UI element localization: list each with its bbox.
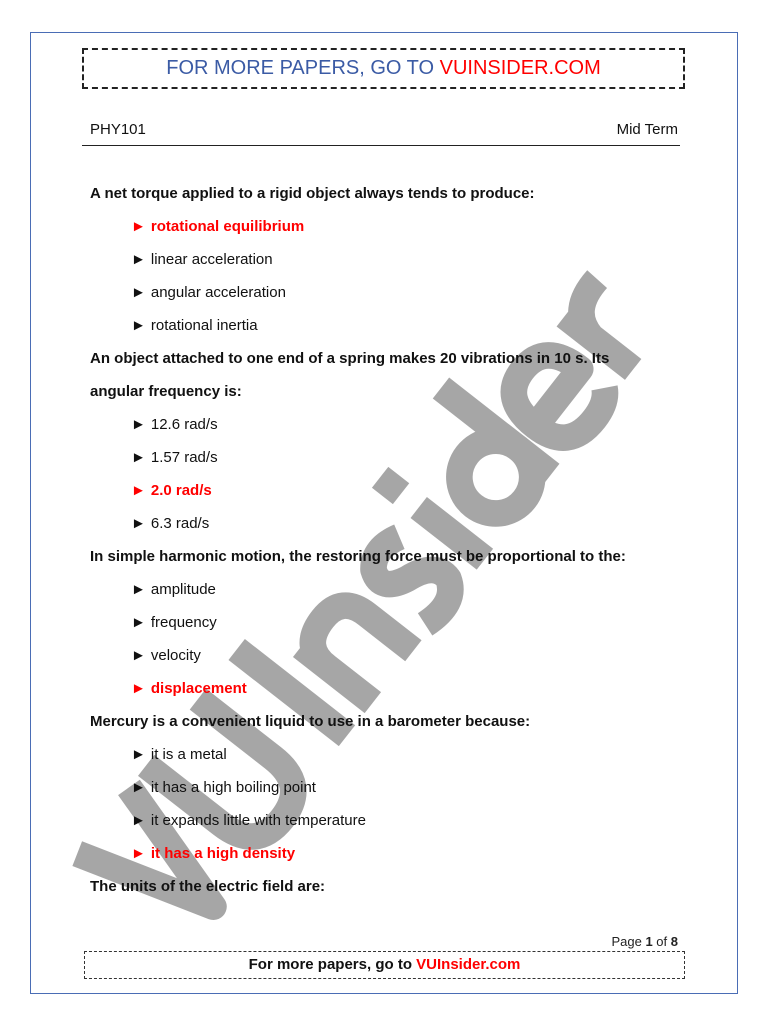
bullet-icon: ► xyxy=(131,779,146,796)
top-banner xyxy=(82,48,685,89)
bullet-icon: ► xyxy=(131,581,146,598)
correct-option xyxy=(131,218,304,235)
bullet-icon: ► xyxy=(131,449,146,466)
option xyxy=(131,449,218,466)
banner-link[interactable]: VUINSIDER.COM xyxy=(439,57,601,79)
header-rule xyxy=(82,145,680,146)
bullet-icon: ► xyxy=(131,515,146,532)
option-label: it has a high boiling point xyxy=(150,779,316,796)
exam-type: Mid Term xyxy=(616,121,678,138)
footer-text: For more papers, go to xyxy=(248,956,417,973)
bottom-banner xyxy=(84,951,685,979)
option-label: rotational inertia xyxy=(150,317,258,334)
option-label: frequency xyxy=(150,614,217,631)
option-label: it is a metal xyxy=(150,746,227,763)
option-label: linear acceleration xyxy=(150,251,273,268)
option-label: velocity xyxy=(150,647,201,664)
option xyxy=(131,647,201,664)
bullet-icon: ► xyxy=(131,680,146,697)
option xyxy=(131,779,316,796)
question-text: The units of the electric field are: xyxy=(90,878,326,895)
correct-option xyxy=(131,845,295,862)
bullet-icon: ► xyxy=(131,647,146,664)
option xyxy=(131,515,209,532)
question-text: In simple harmonic motion, the restoring force must be proportional to the: xyxy=(90,548,626,565)
option xyxy=(131,284,286,301)
option xyxy=(131,251,273,268)
option-label: 12.6 rad/s xyxy=(150,416,218,433)
correct-option xyxy=(131,482,212,499)
option xyxy=(131,416,218,433)
bullet-icon: ► xyxy=(131,746,146,763)
question-text: A net torque applied to a rigid object always tends to produce: xyxy=(90,185,535,202)
option-label: it has a high density xyxy=(150,845,296,862)
bullet-icon: ► xyxy=(131,218,146,235)
page-number: Page 1 of 8 xyxy=(611,934,678,949)
option-label: 2.0 rad/s xyxy=(150,482,212,499)
option xyxy=(131,581,216,598)
bullet-icon: ► xyxy=(131,284,146,301)
option xyxy=(131,746,227,763)
bullet-icon: ► xyxy=(131,812,146,829)
question-text: angular frequency is: xyxy=(90,383,242,400)
footer-link[interactable]: VUInsider.com xyxy=(416,956,521,973)
option xyxy=(131,317,258,334)
bullet-icon: ► xyxy=(131,416,146,433)
bullet-icon: ► xyxy=(131,317,146,334)
question-text: An object attached to one end of a spring makes 20 vibrations in 10 s. Its xyxy=(90,350,610,367)
option-label: it expands little with temperature xyxy=(150,812,366,829)
option-label: angular acceleration xyxy=(150,284,286,301)
question-text: Mercury is a convenient liquid to use in a barometer because: xyxy=(90,713,531,730)
option-label: displacement xyxy=(150,680,247,697)
bullet-icon: ► xyxy=(131,482,146,499)
bullet-icon: ► xyxy=(131,614,146,631)
option xyxy=(131,614,217,631)
bullet-icon: ► xyxy=(131,845,146,862)
correct-option xyxy=(131,680,247,697)
bullet-icon: ► xyxy=(131,251,146,268)
option-label: 6.3 rad/s xyxy=(150,515,210,532)
option-label: rotational equilibrium xyxy=(150,218,305,235)
banner-text: FOR MORE PAPERS, GO TO xyxy=(166,57,440,79)
option xyxy=(131,812,366,829)
option-label: amplitude xyxy=(150,581,216,598)
course-code: PHY101 xyxy=(90,121,146,138)
option-label: 1.57 rad/s xyxy=(150,449,218,466)
